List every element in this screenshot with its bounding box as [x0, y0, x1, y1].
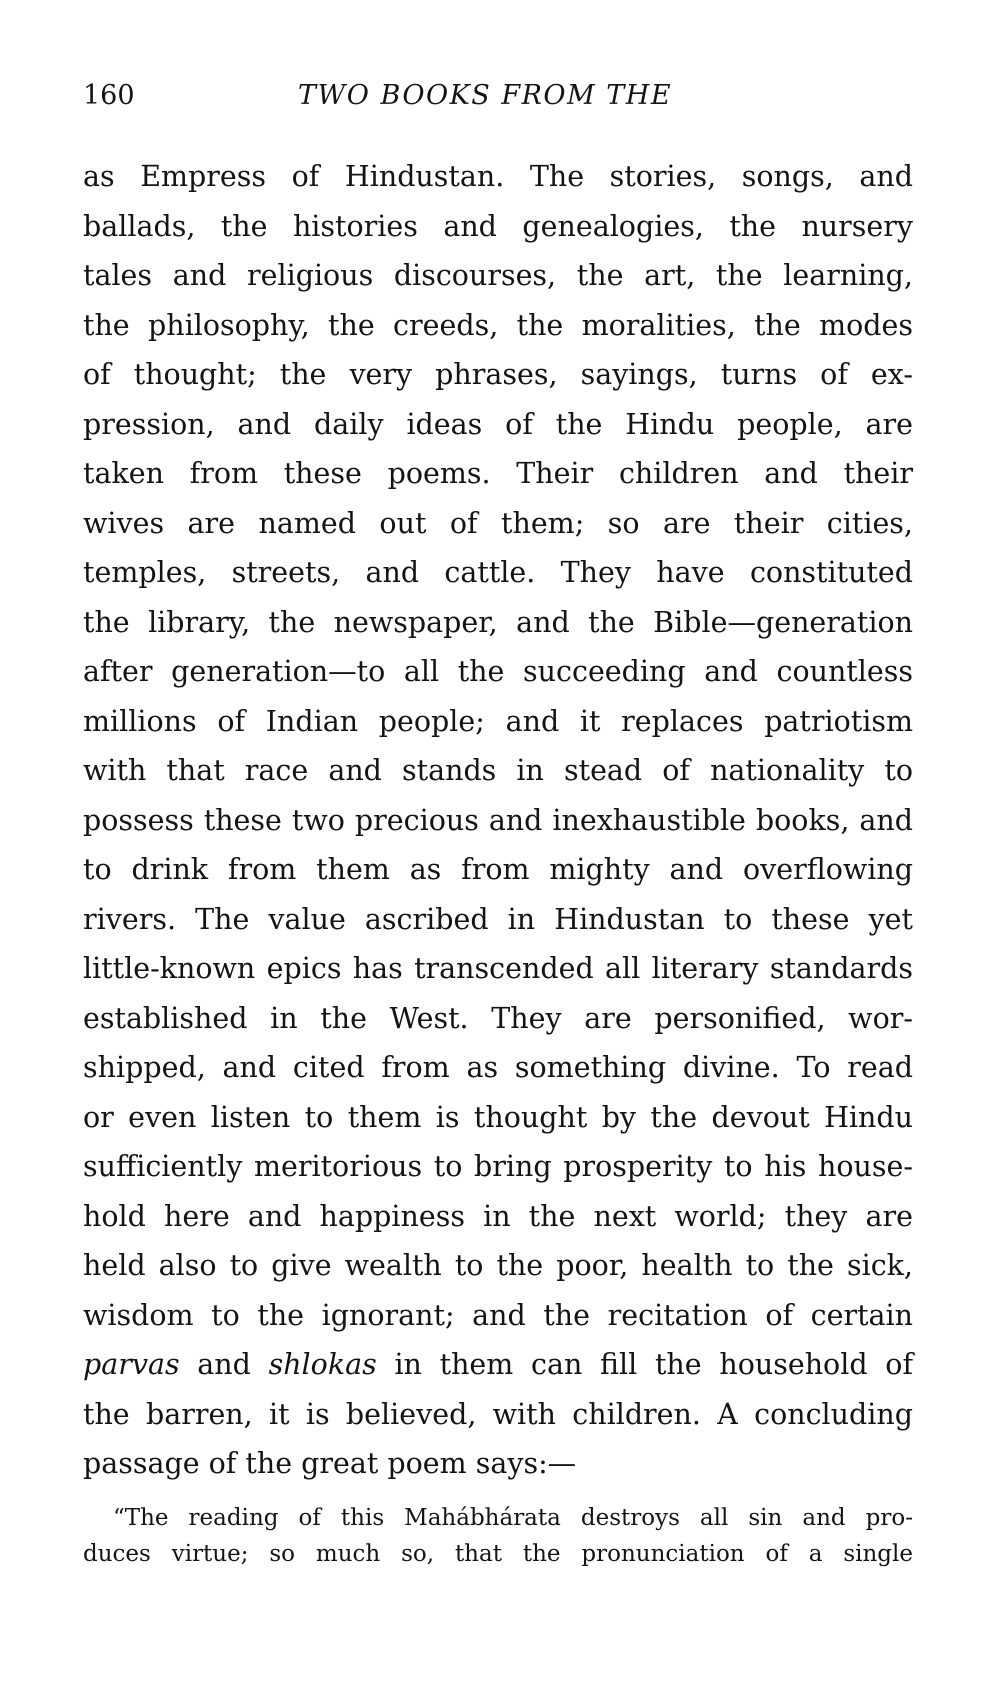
text-line: millions of Indian people; and it replaces patriotism [83, 704, 913, 738]
text-line: held also to give wealth to the poor, health to the sick, [83, 1249, 913, 1282]
block-quote [83, 1500, 913, 1572]
text-line: as Empress of Hindustan. The stories, songs, and [83, 160, 913, 193]
text-line: rivers. The value ascribed in Hindustan to these yet [83, 902, 913, 936]
text-line: shipped, and cited from as something divine. To read [83, 1051, 913, 1084]
text-line: sufficiently meritorious to bring prosperity to his house- [83, 1150, 913, 1183]
text-line: of thought; the very phrases, sayings, turns of ex- [83, 358, 913, 391]
text-line: wisdom to the ignorant; and the recitation of certain [83, 1298, 913, 1332]
text-line: the barren, it is believed, with children. A concluding [83, 1397, 913, 1431]
text-fragment: in them can fill the household of [376, 1348, 913, 1381]
text-line: to drink from them as from mighty and overflowing [83, 853, 913, 886]
italic-term-parvas: parvas [83, 1348, 180, 1381]
body-paragraph [83, 152, 913, 1489]
text-line: little-known epics has transcended all literary standards [83, 952, 913, 985]
text-line: ballads, the histories and genealogies, the nursery [83, 209, 913, 243]
text-line: the library, the newspaper, and the Bible—generation [83, 605, 913, 639]
quote-line: “The reading of this Mahábhárata destroys all sin and pro- [113, 1505, 913, 1531]
italic-term-shlokas: shlokas [268, 1348, 377, 1381]
text-line: wives are named out of them; so are their cities, [83, 506, 913, 540]
text-line: the philosophy, the creeds, the moralities, the modes [83, 308, 913, 342]
text-line: temples, streets, and cattle. They have constituted [83, 556, 913, 589]
text-line: with that race and stands in stead of nationality to [83, 754, 913, 787]
page-number: 160 [83, 80, 135, 111]
text-line: or even listen to them is thought by the devout Hindu [83, 1100, 913, 1134]
text-line: tales and religious discourses, the art, the learning, [83, 259, 913, 292]
text-line: hold here and happiness in the next world; they are [83, 1199, 913, 1233]
text-line: possess these two precious and inexhaustible books, and [83, 803, 913, 837]
text-fragment: and [179, 1348, 269, 1381]
text-line: passage of the great poem says:— [83, 1447, 577, 1480]
quote-line: duces virtue; so much so, that the pronunciation of a single [83, 1541, 913, 1567]
text-line: pression, and daily ideas of the Hindu people, are [83, 407, 913, 441]
running-title: TWO BOOKS FROM THE [298, 80, 673, 111]
running-head [83, 74, 913, 118]
text-line: after generation—to all the succeeding and countless [83, 655, 913, 688]
text-line-with-italics [83, 1340, 913, 1390]
text-line: taken from these poems. Their children and their [83, 457, 913, 490]
text-line: established in the West. They are personified, wor- [83, 1001, 913, 1035]
